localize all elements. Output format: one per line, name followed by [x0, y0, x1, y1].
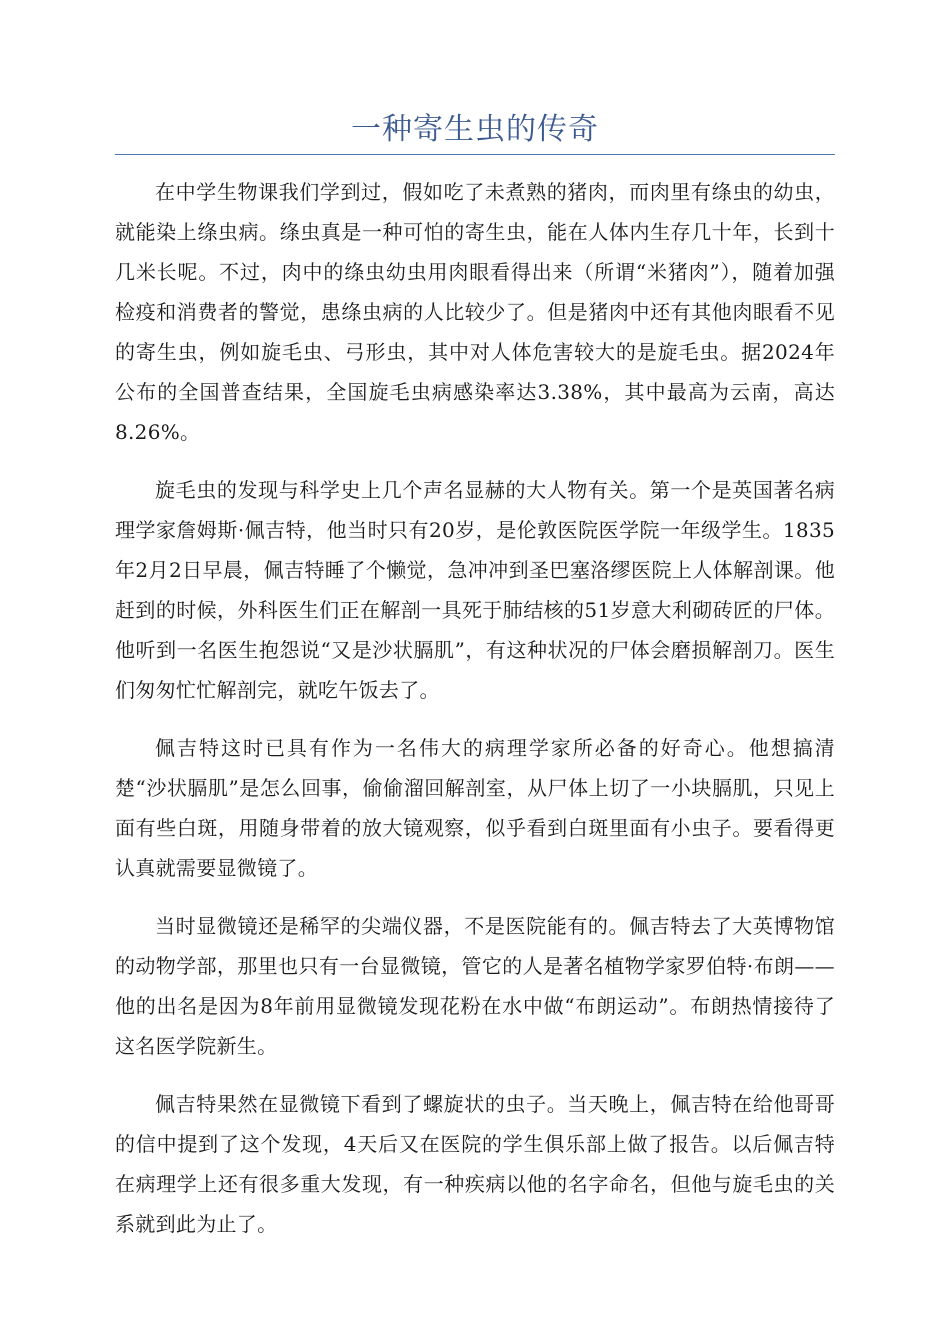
- paragraph-4: 当时显微镜还是稀罕的尖端仪器，不是医院能有的。佩吉特去了大英博物馆的动物学部，那里也只有一台显微镜，管它的人是著名植物学家罗伯特·布朗——他的出名是因为8年前用显微镜发现花粉在水中做“布朗运动”。布朗热情接待了这名医学院新生。: [115, 914, 835, 1058]
- title-underline: [115, 154, 835, 155]
- paragraph-3: 佩吉特这时已具有作为一名伟大的病理学家所必备的好奇心。他想搞清楚“沙状膈肌”是怎么回事，偷偷溜回解剖室，从尸体上切了一小块膈肌，只见上面有些白斑，用随身带着的放大镜观察，似乎看到白斑里面有小虫子。要看得更认真就需要显微镜了。: [115, 736, 835, 880]
- paragraph-1: 在中学生物课我们学到过，假如吃了未煮熟的猪肉，而肉里有绦虫的幼虫，就能染上绦虫病。绦虫真是一种可怕的寄生虫，能在人体内生存几十年，长到十几米长呢。不过，肉中的绦虫幼虫用肉眼看得出来（所谓“米猪肉”），随着加强检疫和消费者的警觉，患绦虫病的人比较少了。但是猪肉中还有其他肉眼看不见的寄生虫，例如旋毛虫、弓形虫，其中对人体危害较大的是旋毛虫。据2024年公布的全国普查结果，全国旋毛虫病感染率达3.38%，其中最高为云南，高达8.26%。: [115, 180, 835, 444]
- document-title: 一种寄生虫的传奇: [351, 112, 599, 147]
- document-body: [115, 172, 835, 1262]
- paragraph-5: 佩吉特果然在显微镜下看到了螺旋状的虫子。当天晚上，佩吉特在给他哥哥的信中提到了这个发现，4天后又在医院的学生俱乐部上做了报告。以后佩吉特在病理学上还有很多重大发现，有一种疾病以他的名字命名，但他与旋毛虫的关系就到此为止了。: [115, 1092, 835, 1236]
- paragraph-2: 旋毛虫的发现与科学史上几个声名显赫的大人物有关。第一个是英国著名病理学家詹姆斯·佩吉特，他当时只有20岁，是伦敦医院医学院一年级学生。1835年2月2日早晨，佩吉特睡了个懒觉，急冲冲到圣巴塞洛缪医院上人体解剖课。他赶到的时候，外科医生们正在解剖一具死于肺结核的51岁意大利砌砖匠的尸体。他听到一名医生抱怨说“又是沙状膈肌”，有这种状况的尸体会磨损解剖刀。医生们匆匆忙忙解剖完，就吃午饭去了。: [115, 478, 835, 702]
